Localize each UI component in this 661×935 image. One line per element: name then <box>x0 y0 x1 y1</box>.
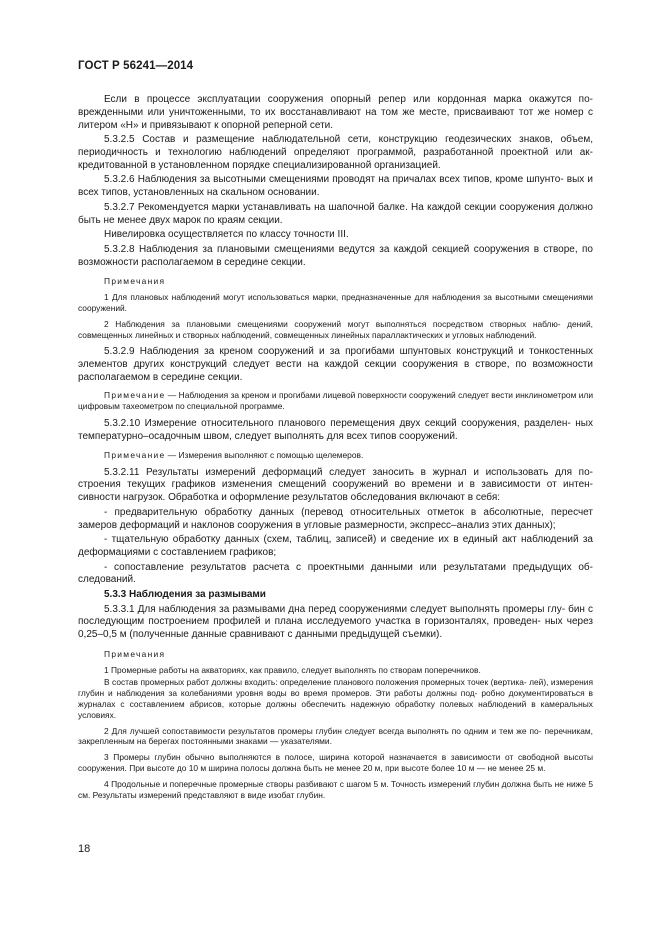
note-text: — Измерения выполняют с помощью щелемеров. <box>165 449 364 460</box>
notes-heading: Примечания <box>104 649 166 660</box>
paragraph: 5.3.2.9 Наблюдения за креном сооружений и за прогибами шпунтовых конструкций и тонкостенных элементов других конструкций следует вести на каждой секции сооружения в створе, по возможности располагаемом в середине секции. <box>78 345 593 383</box>
note-item: 3 Промеры глубин обычно выполняются в полосе, ширина которой назначается в зависимости от свободной высоты сооружения. При высоте до 10 м ширина полосы должна быть не менее 20 м, при высоте более 10 м — не менее 25 м. <box>78 752 593 774</box>
note-item: В состав промерных работ должны входить: определение планового положения промерных точек (вертика- лей), измерения глубин и наблюдения за колебаниями уровня воды во время промеров. Эти работы должны под- робно документироваться в журналах с составлением абрисов, которые должны обеспечить надежную обработку полевых наблюдений в камеральных условиях. <box>78 676 593 720</box>
note-inline <box>78 450 593 461</box>
list-item: - тщательную обработку данных (схем, таблиц, записей) и сведение их в единый акт наблюдений за деформациями с составлением графиков; <box>78 534 593 559</box>
paragraph: 5.3.2.7 Рекомендуется марки устанавливать на шапочной балке. На каждой секции сооружения должно быть не менее двух марок по краям секции. <box>78 201 593 226</box>
paragraph: Если в процессе эксплуатации сооружения опорный репер или кордонная марка окажутся по- врежденными или уничтоженными, то их восстанавливают на том же месте, присваивают тот же номер с литером «Н» и привязывают к опорной реперной сети. <box>78 94 593 131</box>
document-code-header: ГОСТ Р 56241—2014 <box>78 60 194 72</box>
note-item: 1 Для плановых наблюдений могут использоваться марки, предназначенные для наблюдения за высотными смещениями сооружений. <box>78 292 593 314</box>
note-label: Примечание <box>104 390 166 401</box>
note-item: 2 Для лучшей сопоставимости результатов промеры глубин следует всегда выполнять по одним и тем же по- перечникам, закрепленным на берегах постоянными знаками — указателями. <box>78 725 593 747</box>
note-item: 1 Промерные работы на акваториях, как правило, следует выполнять по створам поперечников. <box>104 665 481 676</box>
page-number: 18 <box>78 843 91 855</box>
paragraph: 5.3.2.11 Результаты измерений деформаций следует заносить в журнал и использовать для по- строения текущих графиков изменения смещений сооружений во времени и в зависимости от интен- сивности нагрузок. Обработка и оформление результатов обследования включают в себя: <box>78 466 593 504</box>
paragraph: 5.3.3.1 Для наблюдения за размывами дна перед сооружениями следует выполнять промеры глу- бин с последующим построением профилей и плана исследуемого участка в горизонталях, проведен- ных через 0,25–0,5 м (полученные данные сравнивают с данными предыдущей съемки). <box>78 603 593 641</box>
paragraph: 5.3.2.5 Состав и размещение наблюдательной сети, конструкцию геодезических знаков, объем, периодичность и технологию наблюдений определяют программой, разработанной проектной или ак- кредитованной в установленном порядке специализированной организацией. <box>78 134 593 171</box>
section-heading: 5.3.3 Наблюдения за размывами <box>104 589 266 601</box>
note-label: Примечание <box>104 449 166 460</box>
paragraph: Нивелировка осуществляется по классу точности III. <box>104 229 349 241</box>
paragraph: 5.3.2.8 Наблюдения за плановыми смещениями ведутся за каждой секцией сооружения в створе, по возможности располагаемом в середине секции. <box>78 243 593 268</box>
list-item: - предварительную обработку данных (перевод относительных отметок в абсолютные, пересчет замеров деформаций и наклонов сооружения в угловые размерности, экспресс–анализ этих данных); <box>78 506 593 531</box>
paragraph: 5.3.2.10 Измерение относительного планового перемещения двух секций сооружения, разделен- ных температурно–осадочным швом, следует выполнять для всех типов сооружений. <box>78 418 593 442</box>
paragraph: 5.3.2.6 Наблюдения за высотными смещениями проводят на причалах всех типов, кроме шпунто- вых и всех типов, установленных на скальном основании. <box>78 174 593 199</box>
note-item: 4 Продольные и поперечные промерные створы разбивают с шагом 5 м. Точность измерений глубин должна быть не ниже 5 см. Результаты измерений представляют в виде изобат глубин. <box>78 779 593 801</box>
notes-heading: Примечания <box>104 276 166 287</box>
note-item: 2 Наблюдения за плановыми смещениями сооружений могут выполняться посредством створных наблю- дений, совмещенных линейных и створных наблюдений, совмещенных линейных параллактических и угловых наблюдений. <box>78 319 593 341</box>
note-inline <box>78 390 593 412</box>
page-body <box>78 94 593 806</box>
note-text: — Наблюдения за креном и прогибами лицевой поверхности сооружений следует вести инклинометром или цифровым тахеометром по специальной программе. <box>78 390 593 412</box>
list-item: - сопоставление результатов расчета с проектными данными или результатами предыдущих об- следований. <box>78 561 593 586</box>
